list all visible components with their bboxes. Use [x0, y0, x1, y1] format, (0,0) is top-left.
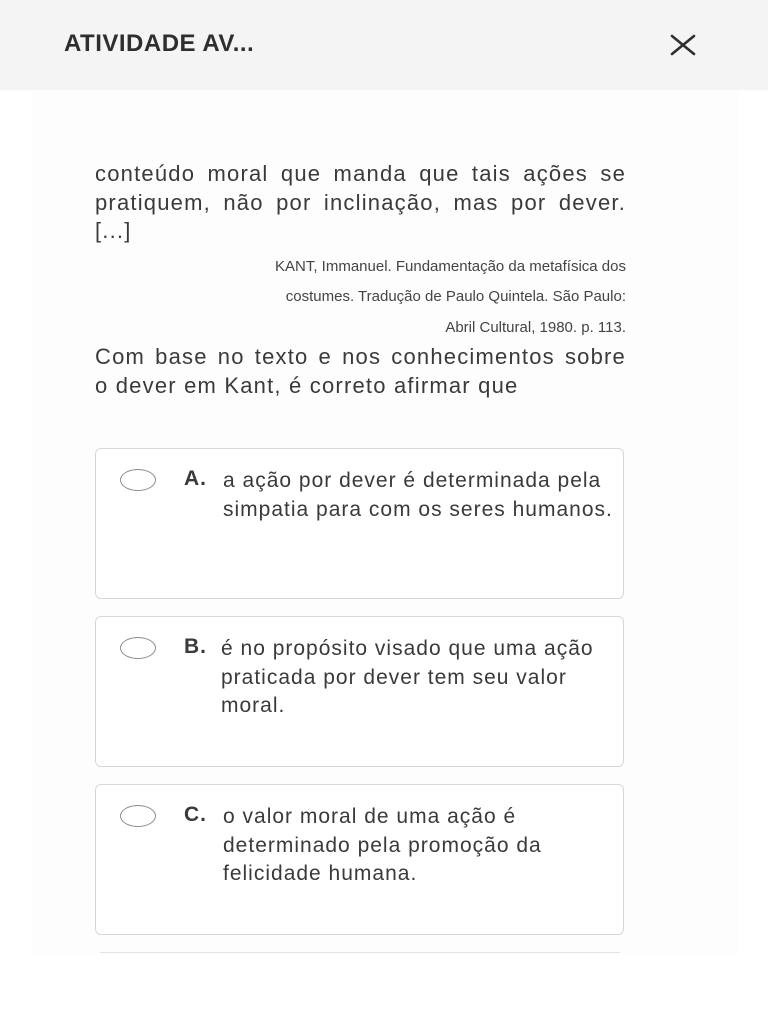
- radio-button-a[interactable]: [120, 469, 156, 491]
- question-article: [95, 160, 626, 400]
- option-b[interactable]: [95, 616, 624, 767]
- close-button[interactable]: [664, 28, 702, 62]
- option-c[interactable]: [95, 784, 624, 935]
- citation-line: KANT, Immanuel. Fundamentação da metafísica dos: [274, 257, 626, 275]
- close-icon: [669, 34, 697, 56]
- option-a[interactable]: [95, 448, 624, 599]
- option-text: é no propósito visado que uma ação praticada por dever tem seu valor moral.: [221, 637, 594, 717]
- citation: [95, 252, 626, 344]
- option-letter: B.: [184, 635, 207, 658]
- citation-line: costumes. Tradução de Paulo Quintela. São Paulo:: [285, 288, 626, 305]
- radio-button-b[interactable]: [120, 637, 156, 659]
- citation-line: Abril Cultural, 1980. p. 113.: [445, 318, 626, 336]
- option-letter: C.: [184, 803, 207, 826]
- page-title: ATIVIDADE AV...: [64, 30, 255, 57]
- option-text: a ação por dever é determinada pela simpatia para com os seres humanos.: [223, 469, 613, 521]
- divider: [100, 952, 620, 953]
- passage-text: conteúdo moral que manda que tais ações se pratiquem, não por inclinação, mas por dever. [...]: [95, 161, 626, 243]
- radio-button-c[interactable]: [120, 805, 156, 827]
- header-bar: [0, 0, 768, 90]
- option-text: o valor moral de uma ação é determinado pela promoção da felicidade humana.: [223, 805, 542, 885]
- option-letter: A.: [184, 467, 207, 490]
- question-text: Com base no texto e nos conhecimentos sobre o dever em Kant, é correto afirmar que: [95, 344, 626, 398]
